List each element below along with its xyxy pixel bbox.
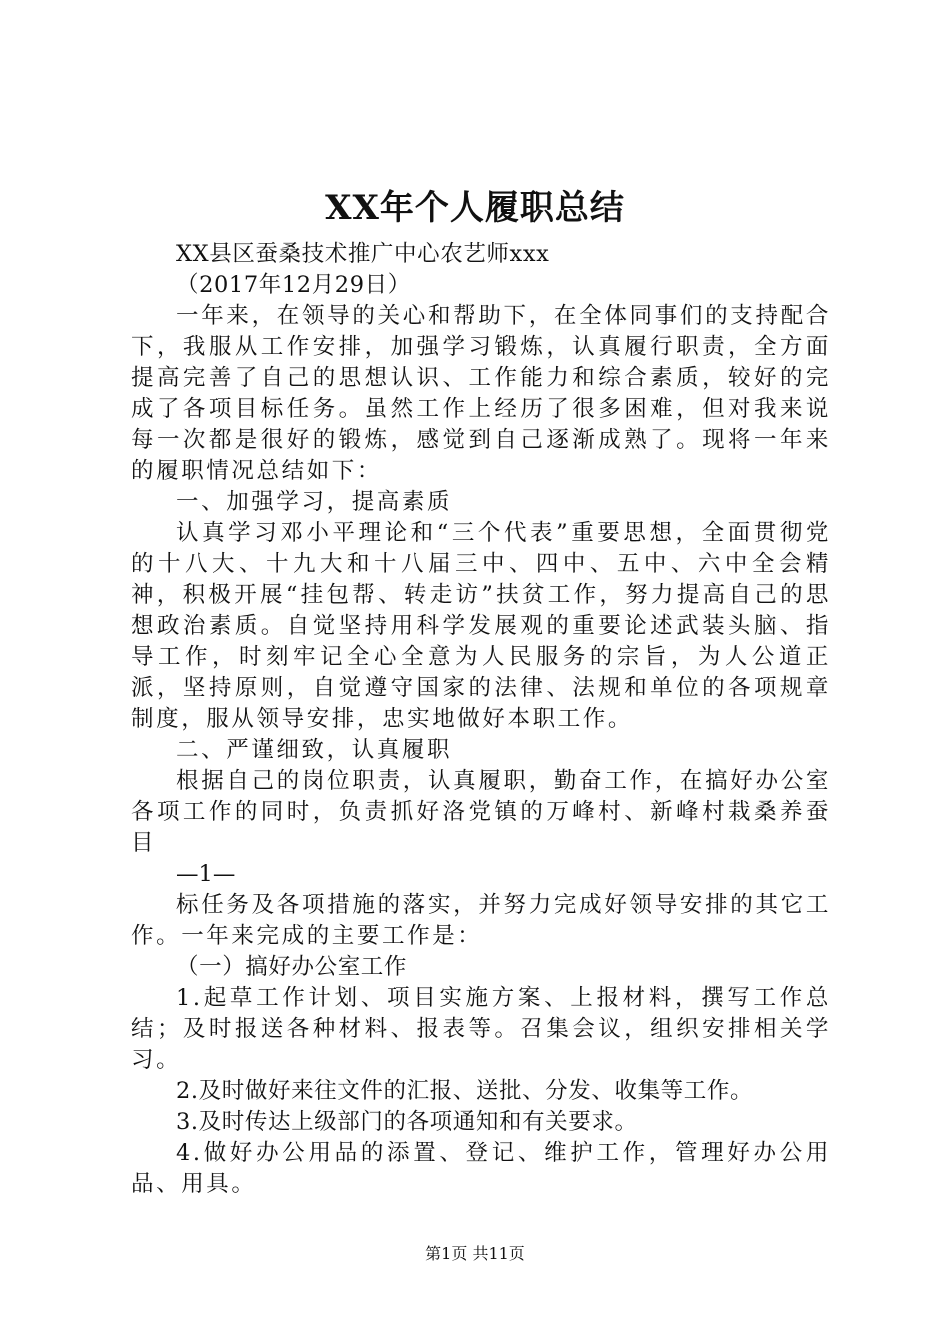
continuation-paragraph: 标任务及各项措施的落实，并努力完成好领导安排的其它工作。一年来完成的主要工作是： (131, 892, 831, 949)
date-line: （2017年12月29日） (176, 272, 411, 298)
document-title: XX年个人履职总结 (325, 188, 625, 228)
list-item-1: 1.起草工作计划、项目实施方案、上报材料，撰写工作总结；及时报送各种材料、报表等。召集会议，组织安排相关学习。 (131, 985, 831, 1073)
list-item-3: 3.及时传达上级部门的各项通知和有关要求。 (176, 1109, 638, 1135)
subsection-heading-1: （一）搞好办公室工作 (176, 954, 408, 980)
document-body (131, 239, 831, 1200)
section-2-paragraph: 根据自己的岗位职责，认真履职，勤奋工作，在搞好办公室各项工作的同时，负责抓好洛党镇的万峰村、新峰村栽桑养蚕目 (131, 768, 831, 856)
intro-paragraph: 一年来，在领导的关心和帮助下，在全体同事们的支持配合下，我服从工作安排，加强学习锻炼，认真履行职责，全方面提高完善了自己的思想认识、工作能力和综合素质，较好的完成了各项目标任务。虽然工作上经历了很多困难，但对我来说每一次都是很好的锻炼，感觉到自己逐渐成熟了。现将一年来的履职情况总结如下： (131, 303, 831, 484)
section-heading-2: 二、严谨细致，认真履职 (176, 737, 453, 763)
page-footer: 第1页 共11页 (425, 1244, 525, 1263)
list-item-2: 2.及时做好来往文件的汇报、送批、分发、收集等工作。 (176, 1078, 754, 1104)
author-line: XX县区蚕桑技术推广中心农艺师xxx (176, 241, 550, 267)
section-heading-1: 一、加强学习，提高素质 (176, 489, 453, 515)
section-1-paragraph: 认真学习邓小平理论和“三个代表”重要思想，全面贯彻党的十八大、十九大和十八届三中、四中、五中、六中全会精神，积极开展“挂包帮、转走访”扶贫工作，努力提高自己的思想政治素质。自觉坚持用科学发展观的重要论述武装头脑、指导工作，时刻牢记全心全意为人民服务的宗旨，为人公道正派，坚持原则，自觉遵守国家的法律、法规和单位的各项规章制度，服从领导安排，忠实地做好本职工作。 (131, 520, 831, 732)
inline-page-number: —1— (176, 861, 236, 887)
list-item-4: 4.做好办公用品的添置、登记、维护工作，管理好办公用品、用具。 (131, 1140, 831, 1197)
